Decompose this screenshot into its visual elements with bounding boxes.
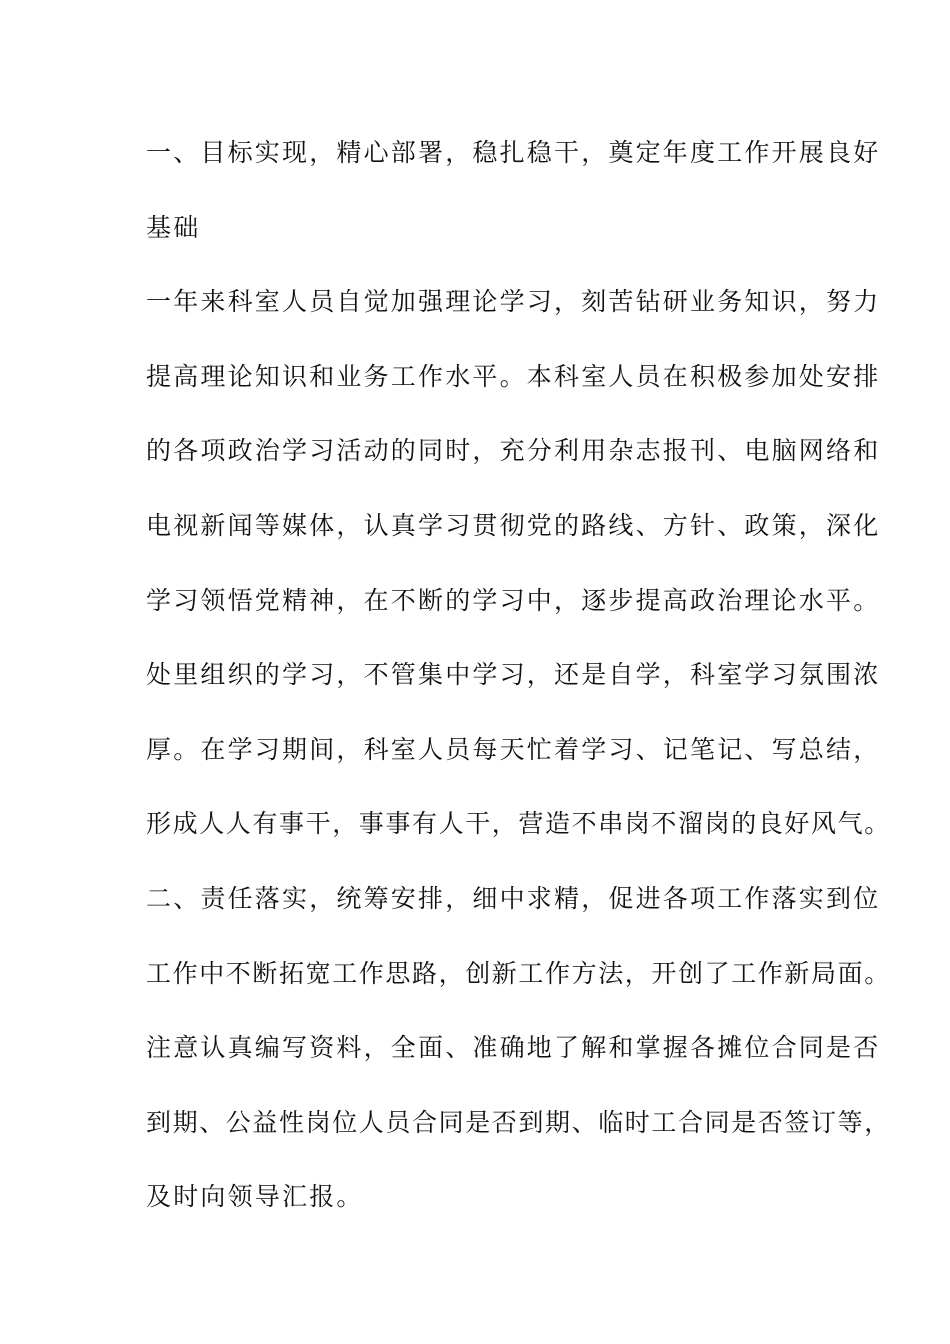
- paragraph-line: 学习领悟党精神，在不断的学习中，逐步提高政治理论水平。: [146, 585, 881, 615]
- section-heading-1-continued: 基础: [146, 212, 201, 242]
- paragraph-line: 处里组织的学习，不管集中学习，还是自学，科室学习氛围浓: [146, 660, 881, 690]
- paragraph-line: 形成人人有事干，事事有人干，营造不串岗不溜岗的良好风气。: [146, 809, 891, 839]
- paragraph-line: 的各项政治学习活动的同时，充分利用杂志报刊、电脑网络和: [146, 436, 881, 466]
- paragraph-line: 工作中不断拓宽工作思路，创新工作方法，开创了工作新局面。: [146, 958, 891, 988]
- paragraph-line: 及时向领导汇报。: [146, 1182, 364, 1212]
- paragraph-line: 一年来科室人员自觉加强理论学习，刻苦钻研业务知识，努力: [146, 287, 881, 317]
- section-heading-2: 二、责任落实，统筹安排，细中求精，促进各项工作落实到位: [146, 883, 881, 913]
- section-heading-1: 一、目标实现，精心部署，稳扎稳干，奠定年度工作开展良好: [146, 138, 881, 167]
- paragraph-line: 厚。在学习期间，科室人员每天忙着学习、记笔记、写总结，: [146, 734, 881, 764]
- paragraph-line: 提高理论知识和业务工作水平。本科室人员在积极参加处安排: [146, 361, 881, 391]
- paragraph-line: 电视新闻等媒体，认真学习贯彻党的路线、方针、政策，深化: [146, 510, 881, 540]
- paragraph-line: 注意认真编写资料，全面、准确地了解和掌握各摊位合同是否: [146, 1033, 881, 1063]
- paragraph-line: 到期、公益性岗位人员合同是否到期、临时工合同是否签订等，: [146, 1107, 891, 1137]
- document-body: [146, 127, 891, 1246]
